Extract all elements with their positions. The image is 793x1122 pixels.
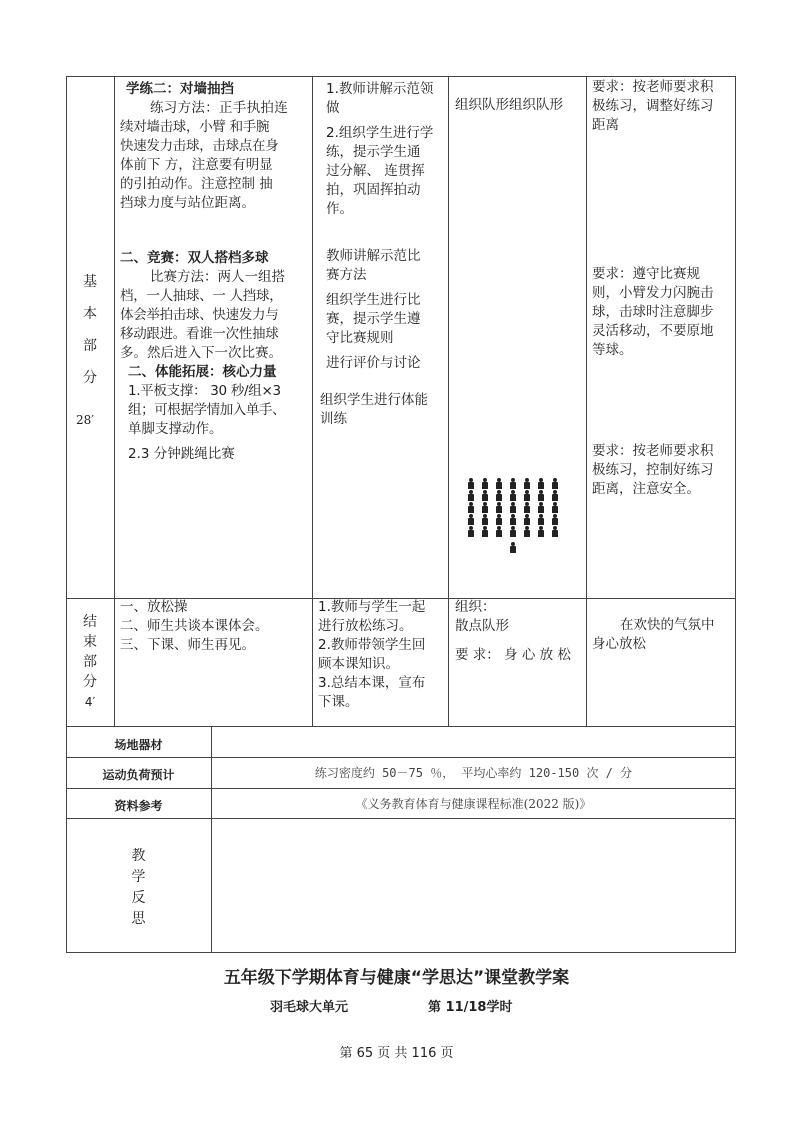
end-section-time: 4′ xyxy=(84,695,96,709)
student-figure xyxy=(496,526,502,537)
end-teacher-line: 1.教师与学生一起 xyxy=(318,599,426,615)
teacher-line: 做 xyxy=(326,100,340,116)
compete-line: 比赛方法：两人一组搭 xyxy=(150,269,285,285)
student-figure xyxy=(552,502,558,513)
student-figure xyxy=(552,526,558,537)
fitness-line: 单脚支撑动作。 xyxy=(128,421,223,437)
requirement-line: 极练习，控制好练习 xyxy=(592,462,714,478)
student-figure xyxy=(524,526,530,537)
student-figure xyxy=(524,502,530,513)
student-figure xyxy=(538,490,544,501)
teacher-figure xyxy=(510,542,516,553)
end-organization-line: 要 求： 身 心 放 松 xyxy=(455,647,571,663)
student-figure xyxy=(524,478,530,489)
student-figure xyxy=(468,478,474,489)
teacher-line: 1.教师讲解示范领 xyxy=(326,81,434,97)
basic-teacher xyxy=(318,80,446,429)
teacher-line: 组织学生进行比 xyxy=(326,292,421,308)
student-figure xyxy=(524,490,530,501)
student-figure xyxy=(510,514,516,525)
student-figure xyxy=(538,502,544,513)
label-char: 本 xyxy=(83,306,97,322)
teacher-line: 进行评价与讨论 xyxy=(326,355,421,371)
label-char: 基 xyxy=(83,274,97,290)
label-char: 部 xyxy=(83,654,97,670)
requirement-line: 等球。 xyxy=(592,342,633,358)
lesson-number: 第 11/18学时 xyxy=(428,1000,513,1015)
fitness-line: 组；可根据学情加入单手、 xyxy=(128,402,286,418)
student-figure xyxy=(496,478,502,489)
teacher-line: 拍，巩固挥拍动 xyxy=(326,182,421,198)
drill-line: 快速发力击球，击球点在身 xyxy=(120,138,279,154)
end-content-line: 三、下课、师生再见。 xyxy=(120,637,255,653)
teacher-line: 作。 xyxy=(326,201,353,217)
requirement-line: 要求：按老师要求积 xyxy=(592,79,714,95)
basic-requirements xyxy=(592,78,734,499)
student-figure xyxy=(552,478,558,489)
venue-label: 场地器材 xyxy=(114,738,163,752)
student-figure xyxy=(482,526,488,537)
compete-line: 档，一人抽球、一 人挡球， xyxy=(120,288,283,304)
label-char: 思 xyxy=(131,911,146,927)
student-figure xyxy=(510,502,516,513)
compete-line: 多。然后进入下一次比赛。 xyxy=(120,345,282,361)
requirement-line: 要求：遵守比赛规 xyxy=(592,266,700,282)
page-title: 五年级下学期体育与健康“学思达”课堂教学案 xyxy=(223,968,570,988)
end-organization-line: 散点队形 xyxy=(455,618,509,634)
student-figure xyxy=(496,514,502,525)
label-char: 教 xyxy=(131,848,146,864)
drill-line: 练习方法：正手执拍连 xyxy=(150,100,288,116)
teacher-line: 训练 xyxy=(320,411,347,427)
formation-diagram xyxy=(468,478,568,558)
requirement-line: 极练习，调整好练习 xyxy=(592,98,714,114)
drill-line: 体前下 方，注意要有明显 xyxy=(120,157,273,173)
student-figure xyxy=(468,490,474,501)
end-content-line: 一、放松操 xyxy=(120,599,188,615)
student-figure xyxy=(482,490,488,501)
student-figure xyxy=(538,526,544,537)
student-figure xyxy=(496,490,502,501)
label-char: 分 xyxy=(83,370,97,386)
load-value: 练习密度约 50－75 ％， 平均心率约 120-150 次 / 分 xyxy=(314,766,633,780)
compete-title: 二、竞赛：双人搭档多球 xyxy=(120,250,269,266)
label-char: 束 xyxy=(83,634,97,650)
page-number: 第 65 页 共 116 页 xyxy=(339,1046,454,1061)
compete-line: 移动跟进。看谁一次性抽球 xyxy=(120,326,279,342)
load-label: 运动负荷预计 xyxy=(102,768,175,782)
requirement-line: 距离，注意安全。 xyxy=(592,481,700,497)
teacher-line: 组织学生进行体能 xyxy=(320,392,428,408)
reference-value: 《义务教育体育与健康课程标准(2022 版)》 xyxy=(355,797,592,811)
reflection-label xyxy=(66,846,211,930)
label-char: 分 xyxy=(83,674,97,690)
end-content-line: 二、师生共谈本课体会。 xyxy=(120,618,269,634)
end-requirement-line: 身心放松 xyxy=(592,636,646,652)
unit-name: 羽毛球大单元 xyxy=(270,1000,349,1015)
student-figure xyxy=(552,514,558,525)
fitness-title: 二、体能拓展：核心力量 xyxy=(128,364,277,380)
end-teacher xyxy=(318,598,446,712)
requirement-line: 灵活移动，不要原地 xyxy=(592,323,714,339)
student-figure xyxy=(468,502,474,513)
end-teacher-line: 2.教师带领学生回 xyxy=(318,637,426,653)
student-figure xyxy=(482,502,488,513)
end-teacher-line: 3.总结本课，宣布 xyxy=(318,675,426,691)
teacher-line: 2.组织学生进行学 xyxy=(326,125,434,141)
end-teacher-line: 进行放松练习。 xyxy=(318,618,413,634)
teacher-line: 赛，提示学生遵 xyxy=(326,311,421,327)
end-requirements xyxy=(592,616,734,654)
teacher-line: 练，提示学生通 xyxy=(326,144,421,160)
label-char: 部 xyxy=(83,338,97,354)
end-organization xyxy=(455,598,583,665)
teacher-line: 赛方法 xyxy=(326,267,367,283)
student-figure xyxy=(482,478,488,489)
student-figure xyxy=(552,490,558,501)
requirement-line: 球，击球时注意脚步 xyxy=(592,304,714,320)
teacher-line: 教师讲解示范比 xyxy=(326,248,421,264)
requirement-line: 要求：按老师要求积 xyxy=(592,443,714,459)
student-figure xyxy=(538,514,544,525)
basic-content xyxy=(120,80,308,464)
reference-label: 资料参考 xyxy=(114,799,163,813)
student-figure xyxy=(510,526,516,537)
drill-line: 的引拍动作。注意控制 抽 xyxy=(120,176,273,192)
student-figure xyxy=(510,478,516,489)
end-section-label xyxy=(66,612,114,712)
basic-section-time: 28′ xyxy=(76,413,94,427)
label-char: 反 xyxy=(131,890,146,906)
compete-line: 体会举拍击球、快速发力与 xyxy=(120,307,279,323)
label-char: 学 xyxy=(131,869,146,885)
student-figure xyxy=(524,514,530,525)
basic-section-label xyxy=(66,270,114,390)
student-figure xyxy=(482,514,488,525)
drill-title: 学练二：对墙抽挡 xyxy=(126,81,234,97)
teacher-line: 守比赛规则 xyxy=(326,330,394,346)
requirement-line: 则，小臂发力闪腕击 xyxy=(592,285,714,301)
requirement-line: 距离 xyxy=(592,117,619,133)
fitness-line: 1.平板支撑： 30 秒/组×3 xyxy=(128,383,281,399)
basic-organization: 组织队形组织队形 xyxy=(455,97,563,113)
label-char: 结 xyxy=(83,614,97,630)
end-teacher-line: 下课。 xyxy=(318,694,359,710)
end-organization-line: 组织： xyxy=(455,599,496,615)
student-figure xyxy=(510,490,516,501)
jump-rope-line: 2.3 分钟跳绳比赛 xyxy=(128,446,235,462)
teacher-line: 过分解、 连贯挥 xyxy=(326,163,425,179)
end-teacher-line: 顾本课知识。 xyxy=(318,656,399,672)
student-figure xyxy=(468,526,474,537)
drill-line: 续对墙击球，小臂 和手腕 xyxy=(120,119,270,135)
student-figure xyxy=(468,514,474,525)
end-content xyxy=(120,598,310,655)
student-figure xyxy=(496,502,502,513)
student-figure xyxy=(538,478,544,489)
drill-line: 挡球力度与站位距离。 xyxy=(120,195,255,211)
end-requirement-line: 在欢快的气氛中 xyxy=(620,617,715,633)
